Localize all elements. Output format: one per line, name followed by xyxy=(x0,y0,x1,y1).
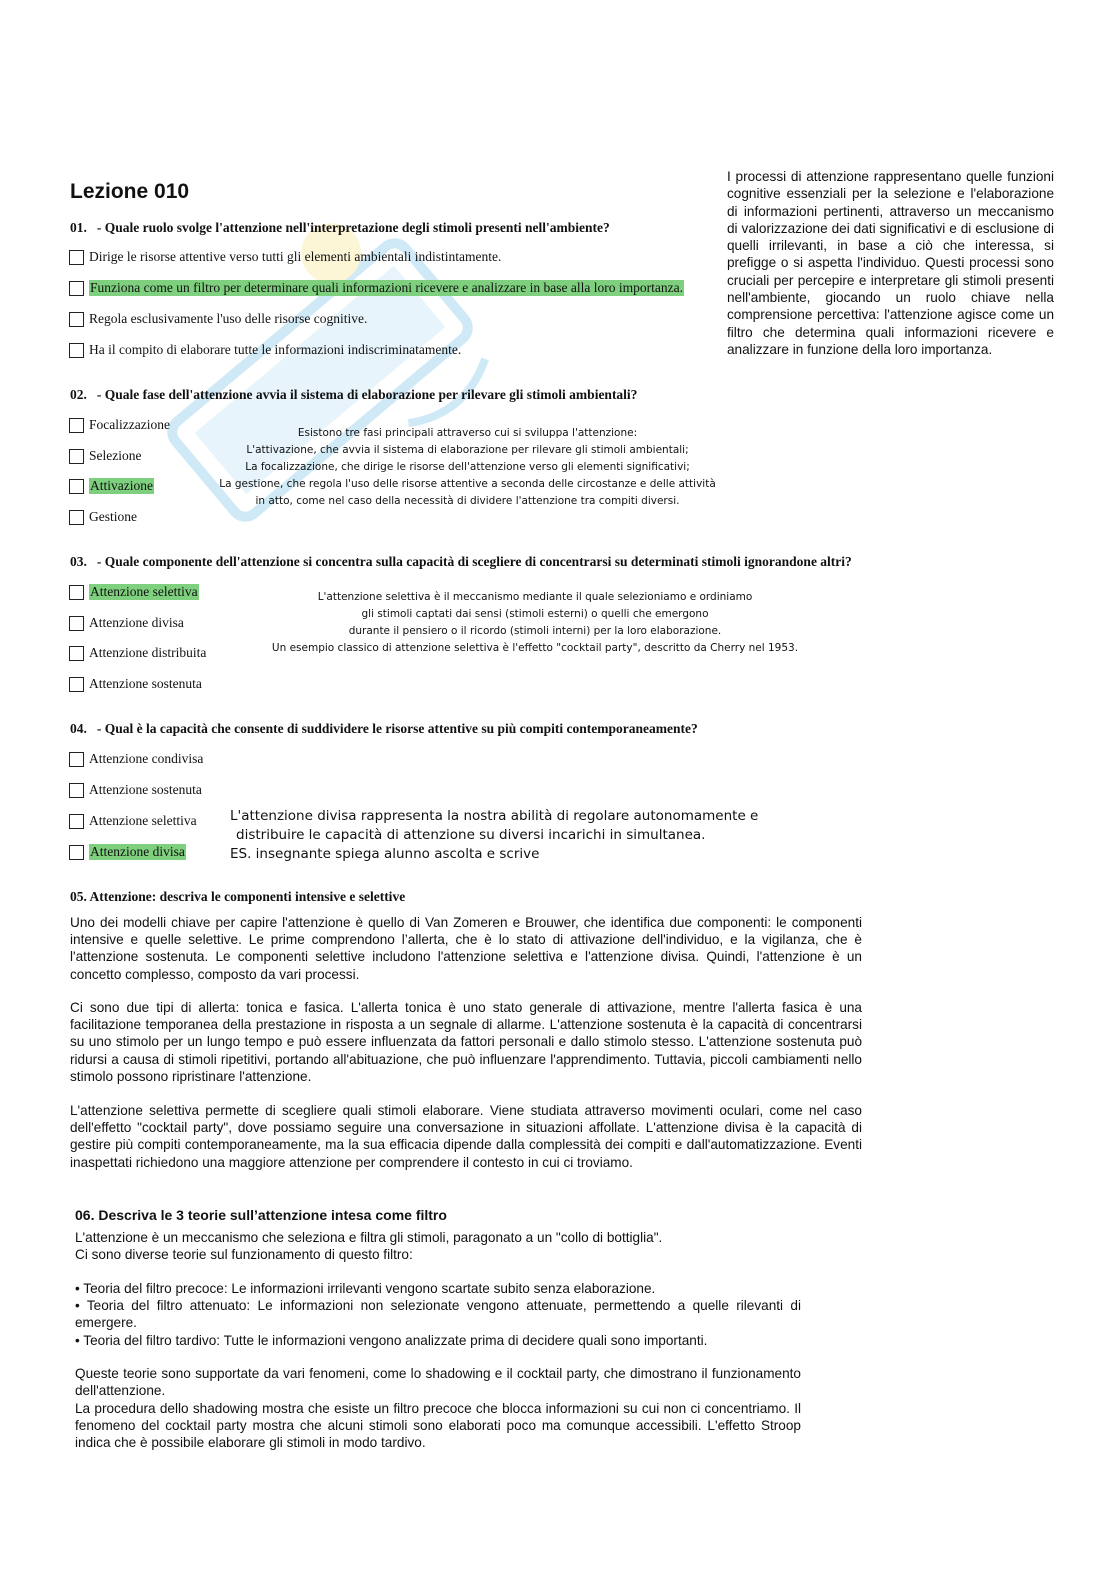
option-label: Regola esclusivamente l'uso delle risorse cognitive. xyxy=(89,311,368,326)
option-q4-b[interactable] xyxy=(69,781,202,799)
section-06-closing-1: Queste teorie sono supportate da vari fenomeni, come lo shadowing e il cocktail party, che dimostrano il funzionamento dell'attenzione. xyxy=(75,1366,801,1399)
question-number: 01. xyxy=(70,220,87,235)
section-05-paragraph-3: L'attenzione selettiva permette di scegliere quali stimoli elaborare. Viene studiata attraverso movimenti oculari, come nel caso dell'effetto "cocktail party", dove possiamo seguire una conversazione in situazioni affollate. L'attenzione divisa è la capacità di gestire più compiti contemporaneamente, ma la sua efficacia dipende dalla complessità dei compiti e dall'automatizzazione. Eventi inaspettati richiedono una maggiore attenzione per comprendere il contesto in cui ci troviamo. xyxy=(70,1103,862,1170)
option-label: Dirige le risorse attentive verso tutti gli elementi ambientali indistintamente. xyxy=(89,249,502,264)
lesson-title: Lezione 010 xyxy=(70,180,190,203)
option-q2-d[interactable] xyxy=(69,508,137,526)
intro-line: L'attenzione è un meccanismo che seleziona e filtra gli stimoli, paragonato a un "collo di bottiglia". xyxy=(75,1230,663,1245)
question-text: - Qual è la capacità che consente di suddividere le risorse attentive su più compiti contemporaneamente? xyxy=(96,721,698,736)
note-line: Esistono tre fasi principali attraverso cui si sviluppa l'attenzione: xyxy=(297,427,638,439)
question-number: 03. xyxy=(70,554,87,569)
section-06-intro xyxy=(75,1229,801,1263)
bullet-item: • Teoria del filtro precoce: Le informazioni irrilevanti vengono scartate subito senza elaborazione. xyxy=(75,1281,656,1296)
handwritten-note-q4 xyxy=(230,807,758,864)
note-line: gli stimoli captati dai sensi (stimoli esterni) o quelli che emergono xyxy=(361,608,709,620)
checkbox[interactable] xyxy=(69,343,84,358)
option-q4-a[interactable] xyxy=(69,750,203,768)
note-line: L'attenzione selettiva è il meccanismo mediante il quale selezioniamo e ordiniamo xyxy=(317,591,753,603)
checkbox[interactable] xyxy=(69,312,84,327)
checkbox[interactable] xyxy=(69,783,84,798)
option-q1-b[interactable] xyxy=(69,279,684,297)
option-label: Attenzione sostenuta xyxy=(89,676,202,691)
checkbox[interactable] xyxy=(69,585,84,600)
option-label: Attenzione condivisa xyxy=(89,751,204,766)
question-01 xyxy=(70,220,610,236)
checkbox[interactable] xyxy=(69,510,84,525)
option-label: Attenzione distribuita xyxy=(89,645,207,660)
note-line: ES. insegnante spiega alunno ascolta e scrive xyxy=(230,846,540,862)
option-label-highlighted: Attenzione divisa xyxy=(90,844,185,859)
question-02 xyxy=(70,387,637,403)
handwritten-note-q2 xyxy=(190,425,745,510)
option-label: Ha il compito di elaborare tutte le informazioni indiscriminatamente. xyxy=(89,342,462,357)
checkbox[interactable] xyxy=(69,845,84,860)
option-q3-c[interactable] xyxy=(69,644,206,662)
option-label-highlighted: Attenzione selettiva xyxy=(90,584,198,599)
option-q2-b[interactable] xyxy=(69,447,141,465)
option-q3-b[interactable] xyxy=(69,614,184,632)
section-05-paragraph-2: Ci sono due tipi di allerta: tonica e fasica. L'allerta tonica è uno stato generale di attivazione, mentre l'allerta fasica è una facilitazione temporanea della prestazione in risposta a un segnale di allarme. L'attenzione sostenuta è la capacità di concentrarsi su uno stimolo per un lungo tempo e può essere influenzata da fattori personali e dallo stimolo stesso. L'attenzione sostenuta può ridursi a causa di stimoli ripetitivi, portando all'abituazione, che può influenzare l'apprendimento. Tuttavia, piccoli cambiamenti nello stimolo possono ripristinare l'attenzione. xyxy=(70,1000,862,1084)
bullet-item: • Teoria del filtro attenuato: Le informazioni non selezionate vengono attenuate, permettendo a quelle rilevanti di emergere. xyxy=(75,1298,801,1331)
option-label: Selezione xyxy=(89,448,142,463)
checkbox[interactable] xyxy=(69,752,84,767)
note-line: in atto, come nel caso della necessità di dividere l'attenzione tra compiti diversi. xyxy=(255,495,680,507)
section-06-title: 06. Descriva le 3 teorie sull’attenzione intesa come filtro xyxy=(75,1207,447,1223)
question-number: 02. xyxy=(70,387,87,402)
note-line: durante il pensiero o il ricordo (stimoli interni) per la loro elaborazione. xyxy=(348,625,722,637)
section-06-bullets xyxy=(75,1280,801,1349)
checkbox[interactable] xyxy=(69,250,84,265)
checkbox[interactable] xyxy=(69,814,84,829)
option-q1-d[interactable] xyxy=(69,341,461,359)
option-q1-a[interactable] xyxy=(69,248,501,266)
option-q2-a[interactable] xyxy=(69,416,170,434)
note-line: Un esempio classico di attenzione selettiva è l'effetto "cocktail party", descritto da Cherry nel 1953. xyxy=(271,642,799,654)
section-05-title: 05. Attenzione: descriva le componenti intensive e selettive xyxy=(70,889,406,904)
checkbox[interactable] xyxy=(69,418,84,433)
note-line: La focalizzazione, che dirige le risorse dell'attenzione verso gli elementi significativi; xyxy=(245,461,690,473)
intro-line: Ci sono diverse teorie sul funzionamento di questo filtro: xyxy=(75,1247,413,1263)
option-label-highlighted: Funziona come un filtro per determinare quali informazioni ricevere e analizzare in base alla loro importanza. xyxy=(90,280,683,295)
note-line: La gestione, che regola l'uso delle risorse attentive a seconda delle circostanze e delle attività xyxy=(219,478,716,490)
note-line: L'attivazione, che avvia il sistema di elaborazione per rilevare gli stimoli ambientali; xyxy=(246,444,689,456)
option-q4-c[interactable] xyxy=(69,812,197,830)
checkbox[interactable] xyxy=(69,677,84,692)
question-04 xyxy=(70,721,698,737)
option-q1-c[interactable] xyxy=(69,310,367,328)
checkbox[interactable] xyxy=(69,449,84,464)
checkbox[interactable] xyxy=(69,281,84,296)
section-06-closing-2: La procedura dello shadowing mostra che esiste un filtro precoce che blocca informazioni su cui non ci concentriamo. Il fenomeno del cocktail party mostra che alcuni stimoli sono elaborati poco ma comunque accessibili. L'effetto Stroop indica che è possibile elaborare gli stimoli in modo tardivo. xyxy=(75,1401,801,1451)
note-line: distribuire le capacità di attenzione su diversi incarichi in simultanea. xyxy=(236,827,706,843)
option-label-highlighted: Attivazione xyxy=(90,478,153,493)
checkbox[interactable] xyxy=(69,479,84,494)
handwritten-note-q3 xyxy=(240,589,830,657)
option-label: Focalizzazione xyxy=(89,417,170,432)
option-label: Attenzione selettiva xyxy=(89,813,197,828)
option-q2-c[interactable] xyxy=(69,477,154,495)
option-q3-a[interactable] xyxy=(69,583,199,601)
side-note: I processi di attenzione rappresentano quelle funzioni cognitive essenziali per la selezione e l'elaborazione di informazioni pertinenti, attraverso un meccanismo di valorizzazione dei dati significativi e di esclusione di quelli irrilevanti, in base a ciò che interessa, si prefigge o si aspetta l'individuo. Questi processi sono cruciali per percepire e interpretare gli stimoli presenti nell'ambiente, giocando un ruolo chiave nella comprensione percettiva: l'attenzione agisce come un filtro che determina quali informazioni ricevere e analizzare in funzione della loro importanza. xyxy=(727,169,1054,357)
question-text: - Quale fase dell'attenzione avvia il sistema di elaborazione per rilevare gli stimoli ambientali? xyxy=(96,387,638,402)
question-03 xyxy=(70,554,852,570)
bullet-item: • Teoria del filtro tardivo: Tutte le informazioni vengono analizzate prima di decidere quali sono importanti. xyxy=(75,1332,708,1348)
note-line: L'attenzione divisa rappresenta la nostra abilità di regolare autonomamente e xyxy=(230,808,759,824)
question-number: 04. xyxy=(70,721,87,736)
checkbox[interactable] xyxy=(69,646,84,661)
question-text: - Quale componente dell'attenzione si concentra sulla capacità di scegliere di concentrarsi su determinati stimoli ignorandone altri? xyxy=(96,554,852,569)
option-q3-d[interactable] xyxy=(69,675,202,693)
option-label: Attenzione sostenuta xyxy=(89,782,202,797)
question-text: - Quale ruolo svolge l'attenzione nell'interpretazione degli stimoli presenti nell'ambiente? xyxy=(96,220,610,235)
option-q4-d[interactable] xyxy=(69,843,186,861)
section-05-paragraph-1: Uno dei modelli chiave per capire l'attenzione è quello di Van Zomeren e Brouwer, che identifica due componenti: le componenti intensive e quelle selettive. Le prime comprendono l’allerta, che è lo stato di attivazione dell'individuo, e la vigilanza, che è l'attenzione sostenuta. Le componenti selettive includono l'attenzione selettiva e l'attenzione divisa. Quindi, l'attenzione è un concetto complesso, composto da vari processi. xyxy=(70,915,862,982)
checkbox[interactable] xyxy=(69,616,84,631)
option-label: Gestione xyxy=(89,509,137,524)
option-label: Attenzione divisa xyxy=(89,615,184,630)
